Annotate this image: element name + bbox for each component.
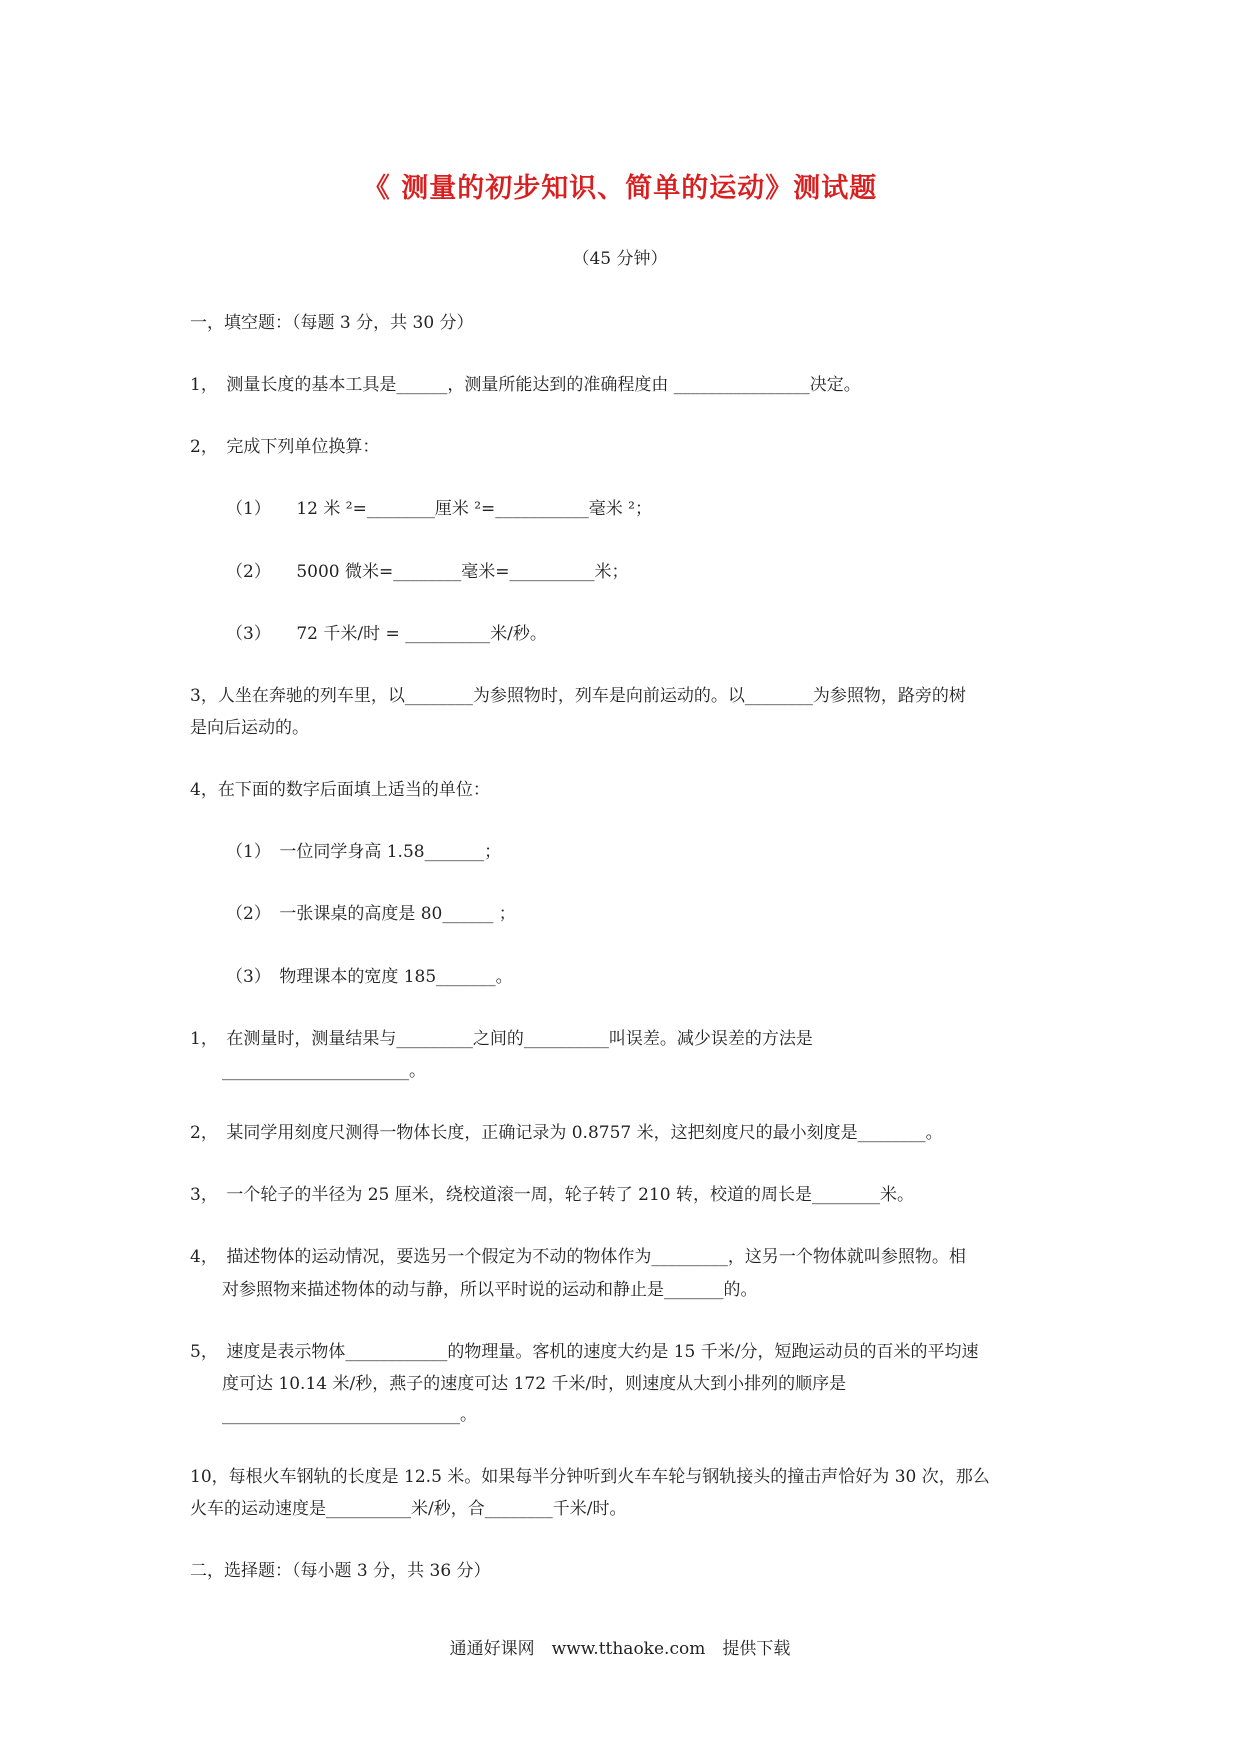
question-line: 4，在下面的数字后面填上适当的单位： xyxy=(190,780,490,800)
question-line: 火车的运动速度是__________米/秒，合________千米/时。 xyxy=(190,1499,627,1519)
question-line: （3） 72 千米/时 = __________米/秒。 xyxy=(226,624,547,644)
question-line: 1， 在测量时，测量结果与_________之间的__________叫误差。减少误差的方法是 xyxy=(190,1029,813,1049)
question-line: ____________________________。 xyxy=(222,1405,477,1425)
document-title: 《 测量的初步知识、简单的运动》测试题 xyxy=(362,173,878,204)
question-line: （2） 一张课桌的高度是 80______ ； xyxy=(226,904,516,924)
question-line: （1） 一位同学身高 1.58_______； xyxy=(226,842,502,862)
question-line: 5， 速度是表示物体____________的物理量。客机的速度大约是 15 千米/分，短跑运动员的百米的平均速 xyxy=(190,1342,979,1362)
question-line: 4， 描述物体的运动情况，要选另一个假定为不动的物体作为_________，这另一个物体就叫参照物。相 xyxy=(190,1247,966,1267)
question-line: 10，每根火车钢轨的长度是 12.5 米。如果每半分钟听到火车车轮与钢轨接头的撞击声恰好为 30 次，那么 xyxy=(190,1467,990,1487)
question-line: 2， 完成下列单位换算： xyxy=(190,437,380,457)
question-line: 1， 测量长度的基本工具是______，测量所能达到的准确程度由 ________________决定。 xyxy=(190,375,861,395)
question-line: （2） 5000 微米=________毫米=__________米； xyxy=(226,562,629,582)
question-line: 2， 某同学用刻度尺测得一物体长度，正确记录为 0.8757 米，这把刻度尺的最小刻度是________。 xyxy=(190,1123,943,1143)
duration-note: （45 分钟） xyxy=(572,249,668,269)
question-line: 度可达 10.14 米/秒，燕子的速度可达 172 千米/时，则速度从大到小排列的顺序是 xyxy=(222,1374,847,1394)
question-line: 3，人坐在奔驰的列车里，以________为参照物时，列车是向前运动的。以________为参照物，路旁的树 xyxy=(190,686,966,706)
section-heading-fill-blanks: 一，填空题：（每题 3 分，共 30 分） xyxy=(190,313,474,333)
question-line: 对参照物来描述物体的动与静，所以平时说的运动和静止是_______的。 xyxy=(222,1280,758,1300)
question-line: 是向后运动的。 xyxy=(190,718,309,738)
section-heading-multiple-choice: 二，选择题：（每小题 3 分，共 36 分） xyxy=(190,1561,491,1581)
question-line: （1） 12 米 ²=________厘米 ²=___________毫米 ²； xyxy=(226,499,652,519)
question-line: ______________________。 xyxy=(222,1061,426,1081)
page-footer: 通通好课网 www.tthaoke.com 提供下载 xyxy=(449,1639,791,1659)
question-line: 3， 一个轮子的半径为 25 厘米，绕校道滚一周，轮子转了 210 转，校道的周长是________米。 xyxy=(190,1185,915,1205)
question-line: （3） 物理课本的宽度 185_______。 xyxy=(226,967,513,987)
